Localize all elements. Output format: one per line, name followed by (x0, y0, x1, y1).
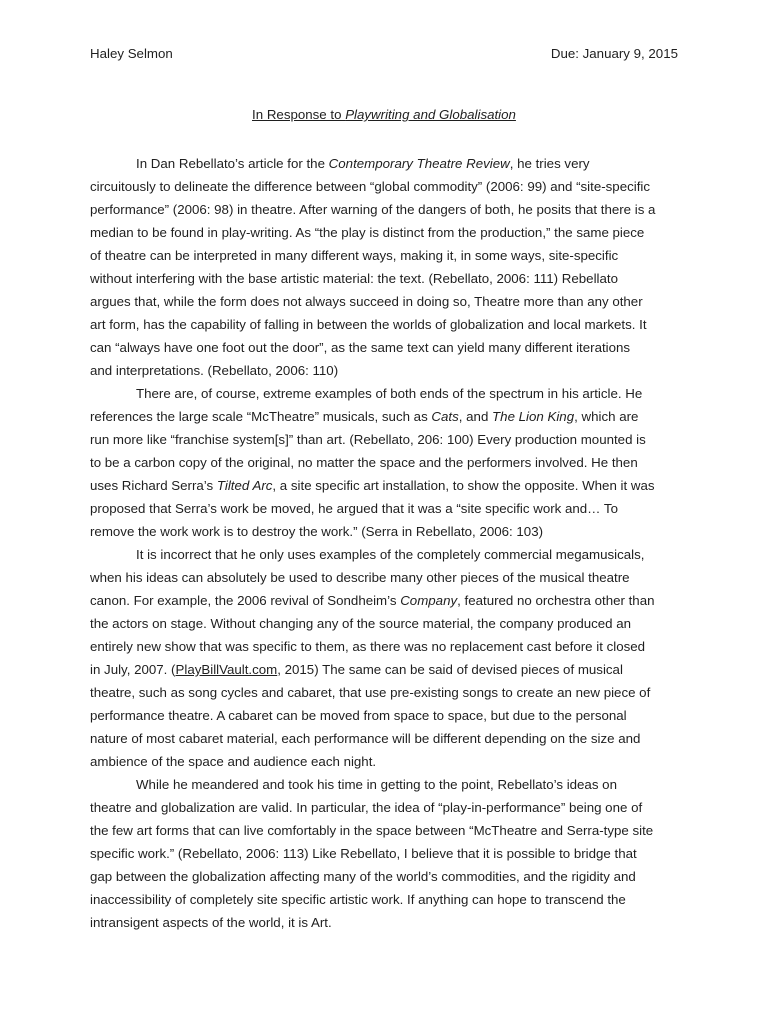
text-line (90, 221, 678, 244)
italic-title: Tilted Arc (216, 478, 273, 493)
text-line (90, 428, 678, 451)
text-segment: theatre, such as song cycles and cabaret, that use pre-existing songs to create an new piece of (90, 685, 651, 700)
text-segment: While he meandered and took his time in getting to the point, Rebellato’s ideas on (136, 777, 617, 792)
text-segment: proposed that Serra’s work be moved, he argued that it was a “site specific work and… To (90, 501, 618, 516)
text-segment: references the large scale “McTheatre” musicals, such as (90, 409, 432, 424)
essay-title (90, 107, 678, 123)
paragraph (90, 152, 678, 382)
text-segment: when his ideas can absolutely be used to describe many other pieces of the musical theatre (90, 570, 630, 585)
text-segment: gap between the globalization affecting many of the world’s commodities, and the rigidity and (90, 869, 636, 884)
text-segment: inaccessibility of completely site specific artistic work. If anything can hope to transcend the (90, 892, 626, 907)
text-line (90, 727, 678, 750)
italic-title: Contemporary Theatre Review (328, 156, 510, 171)
text-segment: , which are (574, 409, 639, 424)
text-line (90, 405, 678, 428)
text-segment: , featured no orchestra other than (457, 593, 655, 608)
text-segment: specific work.” (Rebellato, 2006: 113) Like Rebellato, I believe that it is possible to bridge that (90, 846, 637, 861)
text-line (90, 497, 678, 520)
text-segment: nature of most cabaret material, each performance will be different depending on the size and (90, 731, 641, 746)
page-header (90, 46, 678, 62)
text-line (90, 865, 678, 888)
text-line (90, 635, 678, 658)
text-segment: circuitously to delineate the difference between “global commodity” (2006: 99) and “site-specific (90, 179, 650, 194)
text-segment: ambience of the space and audience each night. (90, 754, 377, 769)
text-line (90, 451, 678, 474)
text-segment: performance” (2006: 98) in theatre. After warning of the dangers of both, he posits that there is a (90, 202, 656, 217)
source-link[interactable]: PlayBillVault.com (175, 662, 278, 677)
title-italic: Playwriting and Globalisation (345, 107, 516, 122)
text-segment: There are, of course, extreme examples of both ends of the spectrum in his article. He (136, 386, 643, 401)
paragraph (90, 382, 678, 543)
text-line (90, 359, 678, 382)
text-line (90, 658, 678, 681)
text-segment: the actors on stage. Without changing any of the source material, the company produced an (90, 616, 632, 631)
text-line (90, 520, 678, 543)
text-line (90, 888, 678, 911)
text-segment: In Dan Rebellato’s article for the (136, 156, 329, 171)
text-segment: to be a carbon copy of the original, no matter the space and the performers involved. He then (90, 455, 638, 470)
text-segment: median to be found in play-writing. As “the play is distinct from the production,” the same piece (90, 225, 645, 240)
text-line (90, 704, 678, 727)
text-line (90, 589, 678, 612)
text-segment: uses Richard Serra’s (90, 478, 217, 493)
text-line (90, 566, 678, 589)
text-line (90, 612, 678, 635)
italic-title: The Lion King (492, 409, 575, 424)
text-line (90, 543, 678, 566)
text-segment: performance theatre. A cabaret can be moved from space to space, but due to the personal (90, 708, 627, 723)
text-segment: theatre and globalization are valid. In particular, the idea of “play-in-performance” being one of (90, 800, 643, 815)
paragraph (90, 773, 678, 934)
text-segment: , a site specific art installation, to show the opposite. When it was (272, 478, 655, 493)
text-segment: run more like “franchise system[s]” than art. (Rebellato, 206: 100) Every production mounted is (90, 432, 646, 447)
due-date: Due: January 9, 2015 (550, 46, 678, 61)
italic-title: Company (400, 593, 458, 608)
text-line (90, 773, 678, 796)
italic-title: Cats (431, 409, 459, 424)
text-line (90, 290, 678, 313)
text-segment: argues that, while the form does not always succeed in doing so, Theatre more than any other (90, 294, 643, 309)
text-segment: , and (458, 409, 493, 424)
text-line (90, 842, 678, 865)
essay-body (90, 152, 678, 934)
text-segment: can “always have one foot out the door”, as the same text can yield many different iterations (90, 340, 631, 355)
text-line (90, 313, 678, 336)
text-line (90, 819, 678, 842)
text-line (90, 198, 678, 221)
text-line (90, 750, 678, 773)
text-segment: remove the work work is to destroy the work.” (Serra in Rebellato, 2006: 103) (90, 524, 544, 539)
text-segment: the few art forms that can live comfortably in the space between “McTheatre and Serra-type site (90, 823, 654, 838)
text-line (90, 474, 678, 497)
paragraph (90, 543, 678, 773)
text-line (90, 911, 678, 934)
text-line (90, 382, 678, 405)
text-line (90, 267, 678, 290)
text-segment: in July, 2007. ( (90, 662, 176, 677)
text-line (90, 796, 678, 819)
text-line (90, 244, 678, 267)
text-line (90, 175, 678, 198)
text-segment: entirely new show that was specific to them, as there was no replacement cast before it closed (90, 639, 646, 654)
text-segment: art form, has the capability of falling in between the worlds of globalization and local markets. It (90, 317, 647, 332)
text-line (90, 336, 678, 359)
text-segment: without interfering with the base artistic material: the text. (Rebellato, 2006: 111) Rebellato (90, 271, 618, 286)
text-line (90, 681, 678, 704)
text-segment: It is incorrect that he only uses examples of the completely commercial megamusicals, (136, 547, 645, 562)
text-segment: intransigent aspects of the world, it is Art. (90, 915, 332, 930)
text-segment: canon. For example, the 2006 revival of Sondheim’s (90, 593, 401, 608)
essay-title-text (252, 107, 516, 122)
text-line (90, 152, 678, 175)
text-segment: of theatre can be interpreted in many different ways, making it, in some ways, site-specific (90, 248, 619, 263)
author-name: Haley Selmon (90, 46, 173, 61)
text-segment: , 2015) The same can be said of devised pieces of musical (277, 662, 623, 677)
text-segment: and interpretations. (Rebellato, 2006: 110) (90, 363, 339, 378)
text-segment: , he tries very (509, 156, 590, 171)
title-prefix: In Response to (252, 107, 346, 122)
